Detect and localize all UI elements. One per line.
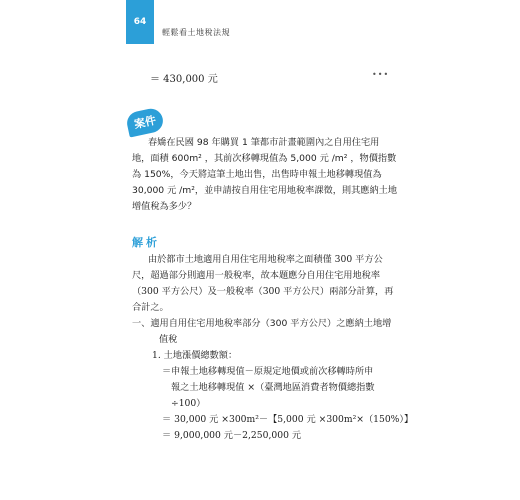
case-badge-label: 案件 xyxy=(132,113,158,132)
formula-line: ＝申報土地移轉現值－原規定地價或前次移轉時所申 xyxy=(162,366,374,377)
formula-line: 報之土地移轉現值 ×（臺灣地區消費者物價總指數 xyxy=(171,382,375,393)
case-line: 地，面積 600m² ，其前次移轉現值為 5,000 元 /m² ，物價指數 xyxy=(132,153,397,164)
case-line: 為 150%，今天將這筆土地出售，出售時申報土地移轉現值為 xyxy=(132,169,382,180)
item-label: 1. 土地漲價總數額： xyxy=(152,350,238,361)
case-line: 增值稅為多少？ xyxy=(132,201,197,212)
section-title-continued: 值稅 xyxy=(159,334,178,345)
paragraph-line: 合計之。 xyxy=(132,302,169,313)
calculation-line: ＝ 30,000 元 ×300m²－【5,000 元 ×300m²×（150%）】 xyxy=(162,414,414,425)
case-line: 春嬌在民國 98 年購買 1 筆都市計畫範圍內之自用住宅用 xyxy=(148,137,380,148)
paragraph-line: 尺，超過部分則適用一般稅率，故本題應分自用住宅用地稅率 xyxy=(132,270,381,281)
analysis-heading: 解析 xyxy=(132,236,160,249)
page-number: 64 xyxy=(133,17,147,27)
top-equation: ＝ 430,000 元 xyxy=(150,74,218,85)
analysis-body xyxy=(132,252,414,444)
page-number-tab xyxy=(126,0,154,44)
case-line: 30,000 元 /m²，並申請按自用住宅用地稅率課徵，則其應納土地 xyxy=(132,185,398,196)
case-badge xyxy=(125,107,165,138)
calculation-line: ＝ 9,000,000 元－2,250,000 元 xyxy=(162,430,302,441)
case-problem-text xyxy=(132,135,398,215)
running-header: 輕鬆看土地稅法規 xyxy=(162,28,230,37)
continuation-dots: ••• xyxy=(372,70,390,79)
section-title: 一、適用自用住宅用地稅率部分（300 平方公尺）之應納土地增 xyxy=(132,318,392,329)
paragraph-line: 由於都市土地適用自用住宅用地稅率之面積僅 300 平方公 xyxy=(148,254,383,265)
paragraph-line: （300 平方公尺）及一般稅率（300 平方公尺）兩部分計算，再 xyxy=(132,286,394,297)
formula-line: ÷100） xyxy=(171,398,206,409)
